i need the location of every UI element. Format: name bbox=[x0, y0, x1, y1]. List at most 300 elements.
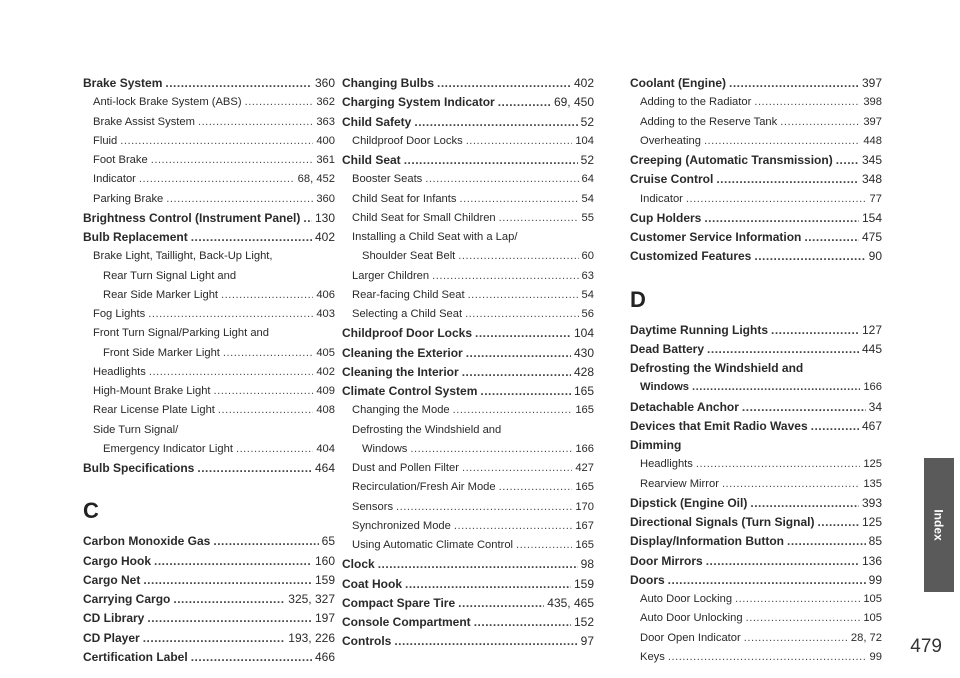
index-subentry[interactable] bbox=[83, 170, 335, 189]
entry-page-ref[interactable]: 403 bbox=[316, 308, 335, 320]
entry-label: Front Turn Signal/Parking Light and bbox=[93, 327, 269, 340]
dot-leader bbox=[453, 401, 573, 420]
index-subentry[interactable] bbox=[342, 478, 594, 497]
entry-page-ref[interactable]: 54 bbox=[581, 192, 594, 205]
dot-leader bbox=[771, 321, 859, 340]
index-subentry[interactable] bbox=[83, 363, 335, 382]
entry-page-ref[interactable]: 165 bbox=[575, 539, 594, 551]
dot-leader bbox=[465, 305, 578, 324]
dot-leader bbox=[686, 190, 867, 209]
dot-leader bbox=[707, 340, 859, 359]
index-entry[interactable] bbox=[342, 594, 594, 613]
entry-label: Charging System Indicator bbox=[342, 95, 495, 110]
index-subentry[interactable] bbox=[83, 113, 335, 132]
entry-label: Brake Assist System bbox=[93, 115, 195, 128]
index-subentry[interactable] bbox=[83, 286, 335, 305]
entry-page-ref[interactable]: 159 bbox=[314, 572, 335, 587]
entry-page-ref[interactable]: 402 bbox=[573, 76, 594, 90]
index-subentry[interactable] bbox=[342, 440, 594, 459]
entry-page-ref[interactable]: 97 bbox=[580, 634, 594, 649]
side-margin bbox=[918, 0, 960, 678]
entry-label: Side Turn Signal/ bbox=[93, 423, 179, 436]
index-tab-label: Index bbox=[932, 509, 946, 541]
index-entry[interactable] bbox=[342, 74, 594, 93]
index-subentry[interactable] bbox=[342, 401, 594, 420]
entry-label: Daytime Running Lights bbox=[630, 322, 768, 337]
entry-page-ref[interactable]: 397 bbox=[863, 115, 882, 128]
index-subentry[interactable] bbox=[83, 305, 335, 324]
entry-page-ref[interactable]: 445 bbox=[861, 341, 882, 356]
dot-leader bbox=[780, 113, 860, 132]
dot-leader bbox=[404, 151, 578, 170]
entry-label: Customer Service Information bbox=[630, 230, 802, 244]
entry-label: Dust and Pollen Filter bbox=[352, 462, 459, 474]
dot-leader bbox=[458, 594, 544, 613]
dot-leader bbox=[191, 228, 312, 247]
index-subentry[interactable] bbox=[630, 132, 882, 151]
entry-label: Clock bbox=[342, 557, 375, 572]
entry-page-ref[interactable]: 104 bbox=[575, 134, 594, 147]
index-subentry[interactable] bbox=[630, 648, 882, 667]
dot-leader bbox=[466, 344, 571, 363]
index-entry[interactable] bbox=[342, 555, 594, 574]
index-subentry[interactable] bbox=[630, 455, 882, 474]
entry-page-ref[interactable]: 345 bbox=[861, 153, 882, 167]
entry-label: Sensors bbox=[352, 500, 394, 513]
entry-page-ref[interactable]: 165 bbox=[575, 404, 594, 417]
index-entry[interactable] bbox=[630, 359, 882, 378]
entry-label: Brightness Control (Instrument Panel) bbox=[83, 210, 301, 225]
entry-page-ref[interactable]: 400 bbox=[316, 134, 335, 147]
entry-label: Windows bbox=[640, 381, 689, 394]
dot-leader bbox=[499, 478, 573, 497]
entry-label: Bulb Replacement bbox=[83, 230, 188, 244]
entry-page-ref[interactable]: 90 bbox=[868, 249, 882, 264]
dot-leader bbox=[214, 382, 314, 401]
index-entry[interactable] bbox=[630, 494, 882, 513]
index-entry[interactable] bbox=[83, 228, 335, 247]
entry-page-ref[interactable]: 405 bbox=[316, 346, 335, 359]
entry-label: Creeping (Automatic Transmission) bbox=[630, 153, 833, 167]
index-subentry[interactable] bbox=[342, 209, 594, 228]
index-subentry[interactable] bbox=[342, 132, 594, 151]
dot-leader bbox=[742, 398, 866, 417]
dot-leader bbox=[475, 324, 571, 343]
index-subentry[interactable] bbox=[83, 93, 335, 112]
entry-label: Doors bbox=[630, 572, 665, 587]
index-subentry[interactable] bbox=[342, 286, 594, 305]
index-entry[interactable] bbox=[630, 552, 882, 571]
entry-page-ref[interactable]: 409 bbox=[316, 385, 335, 397]
entry-page-ref[interactable]: 125 bbox=[863, 458, 882, 471]
dot-leader bbox=[405, 575, 571, 594]
dot-leader bbox=[425, 170, 578, 189]
entry-label: Indicator bbox=[640, 192, 683, 205]
dot-leader bbox=[165, 74, 312, 93]
dot-leader bbox=[468, 286, 579, 305]
index-entry[interactable] bbox=[83, 648, 335, 667]
entry-page-ref[interactable]: 64 bbox=[581, 173, 594, 186]
entry-page-ref[interactable]: 55 bbox=[581, 211, 594, 224]
entry-page-ref[interactable]: 408 bbox=[316, 404, 335, 417]
index-column-2 bbox=[342, 74, 594, 652]
entry-page-ref[interactable]: 136 bbox=[861, 553, 882, 568]
entry-label: Cargo Net bbox=[83, 572, 141, 587]
dot-leader bbox=[432, 267, 578, 286]
entry-label: CD Player bbox=[83, 630, 140, 645]
index-entry[interactable] bbox=[630, 417, 882, 436]
entry-label: Bulb Specifications bbox=[83, 461, 195, 475]
entry-label: Cleaning the Interior bbox=[342, 364, 459, 379]
index-subentry[interactable] bbox=[630, 93, 882, 112]
entry-page-ref[interactable]: 166 bbox=[575, 442, 594, 455]
index-entry[interactable] bbox=[83, 74, 335, 93]
entry-page-ref[interactable]: 464 bbox=[314, 461, 335, 475]
dot-leader bbox=[458, 247, 578, 266]
index-entry[interactable] bbox=[630, 151, 882, 170]
index-entry[interactable] bbox=[83, 629, 335, 648]
index-subentry[interactable] bbox=[342, 305, 594, 324]
entry-label: Rearview Mirror bbox=[640, 477, 719, 490]
entry-label: Climate Control System bbox=[342, 384, 478, 398]
entry-label: Door Mirrors bbox=[630, 553, 703, 568]
entry-label: Selecting a Child Seat bbox=[352, 308, 463, 320]
entry-label: Childproof Door Locks bbox=[342, 326, 472, 341]
entry-page-ref[interactable]: 466 bbox=[314, 649, 335, 664]
index-entry[interactable] bbox=[630, 247, 882, 266]
entry-page-ref[interactable]: 467 bbox=[861, 418, 882, 433]
index-entry[interactable] bbox=[83, 552, 335, 571]
entry-label: Rear-facing Child Seat bbox=[352, 288, 465, 301]
dot-leader bbox=[221, 286, 313, 305]
dot-leader bbox=[166, 190, 313, 209]
index-subentry[interactable] bbox=[83, 190, 335, 209]
index-entry[interactable] bbox=[630, 209, 882, 228]
section-letter: C bbox=[83, 498, 99, 524]
entry-page-ref[interactable]: 34 bbox=[868, 399, 882, 414]
entry-page-ref[interactable]: 170 bbox=[575, 500, 594, 513]
dot-leader bbox=[120, 132, 313, 151]
index-subentry[interactable] bbox=[342, 517, 594, 536]
entry-page-ref[interactable]: 135 bbox=[863, 477, 882, 490]
entry-page-ref[interactable]: 325, 327 bbox=[288, 592, 335, 606]
entry-label: Adding to the Reserve Tank bbox=[640, 115, 778, 128]
index-entry[interactable] bbox=[83, 590, 335, 609]
entry-page-ref[interactable]: 99 bbox=[869, 650, 882, 663]
dot-leader bbox=[147, 609, 312, 628]
entry-page-ref[interactable]: 165 bbox=[573, 384, 594, 398]
index-entry[interactable] bbox=[342, 632, 594, 651]
entry-page-ref[interactable]: 63 bbox=[581, 269, 594, 282]
index-entry[interactable] bbox=[342, 344, 594, 363]
entry-page-ref[interactable]: 360 bbox=[316, 192, 335, 205]
entry-page-ref[interactable]: 430 bbox=[573, 345, 594, 360]
entry-page-ref[interactable]: 65 bbox=[321, 534, 335, 549]
entry-page-ref[interactable]: 435, 465 bbox=[547, 595, 594, 610]
index-entry[interactable] bbox=[83, 571, 335, 590]
dot-leader bbox=[811, 417, 859, 436]
index-subentry[interactable] bbox=[83, 267, 335, 286]
entry-label: Parking Brake bbox=[93, 192, 164, 205]
entry-page-ref[interactable]: 154 bbox=[861, 210, 882, 225]
index-entry[interactable] bbox=[342, 613, 594, 632]
index-subentry[interactable] bbox=[83, 382, 335, 401]
dot-leader bbox=[396, 498, 572, 517]
index-subentry[interactable] bbox=[83, 401, 335, 420]
entry-label: Anti-lock Brake System (ABS) bbox=[93, 96, 242, 109]
index-entry[interactable] bbox=[342, 151, 594, 170]
index-subentry[interactable] bbox=[630, 609, 882, 628]
dot-leader bbox=[836, 151, 859, 170]
entry-label: Carrying Cargo bbox=[83, 592, 171, 606]
index-entry[interactable] bbox=[630, 513, 882, 532]
entry-page-ref[interactable]: 69, 450 bbox=[553, 95, 594, 110]
entry-label: Dead Battery bbox=[630, 341, 705, 356]
entry-label: Foot Brake bbox=[93, 154, 148, 166]
entry-label: Front Side Marker Light bbox=[103, 346, 220, 359]
dot-leader bbox=[704, 209, 859, 228]
index-subentry[interactable] bbox=[630, 378, 882, 397]
entry-label: Auto Door Locking bbox=[640, 593, 733, 605]
index-subentry[interactable] bbox=[630, 113, 882, 132]
index-entry[interactable] bbox=[630, 436, 882, 455]
entry-page-ref[interactable]: 406 bbox=[316, 288, 335, 301]
entry-page-ref[interactable]: 360 bbox=[314, 76, 335, 90]
index-subentry[interactable] bbox=[83, 132, 335, 151]
dot-leader bbox=[414, 113, 577, 132]
entry-page-ref[interactable]: 193, 226 bbox=[288, 630, 335, 645]
index-entry[interactable] bbox=[342, 382, 594, 401]
entry-page-ref[interactable]: 393 bbox=[861, 495, 882, 510]
entry-page-ref[interactable]: 363 bbox=[316, 115, 335, 128]
entry-label: Child Seat for Small Children bbox=[352, 211, 496, 224]
dot-leader bbox=[218, 401, 313, 420]
index-entry[interactable] bbox=[342, 93, 594, 112]
entry-page-ref[interactable]: 104 bbox=[573, 326, 594, 341]
entry-label: Rear Turn Signal Light and bbox=[103, 269, 237, 282]
index-subentry[interactable] bbox=[342, 247, 594, 266]
section-letter: D bbox=[630, 286, 646, 312]
index-subentry[interactable] bbox=[630, 590, 882, 609]
entry-page-ref[interactable]: 28, 72 bbox=[850, 631, 882, 644]
entry-page-ref[interactable]: 402 bbox=[316, 365, 335, 378]
entry-label: Installing a Child Seat with a Lap/ bbox=[352, 231, 518, 243]
index-subentry[interactable] bbox=[83, 324, 335, 343]
entry-page-ref[interactable]: 362 bbox=[316, 96, 335, 109]
index-entry[interactable] bbox=[342, 575, 594, 594]
entry-label: Coolant (Engine) bbox=[630, 76, 726, 90]
index-subentry[interactable] bbox=[342, 190, 594, 209]
dot-leader bbox=[236, 440, 313, 459]
entry-label: Adding to the Radiator bbox=[640, 96, 752, 109]
dot-leader bbox=[143, 629, 286, 648]
dot-leader bbox=[462, 459, 572, 478]
entry-label: Emergency Indicator Light bbox=[103, 442, 233, 455]
index-column-1 bbox=[83, 74, 335, 667]
index-subentry[interactable] bbox=[342, 267, 594, 286]
index-entry[interactable] bbox=[83, 609, 335, 628]
entry-page-ref[interactable]: 130 bbox=[314, 210, 335, 225]
dot-leader bbox=[817, 513, 859, 532]
index-entry[interactable] bbox=[630, 571, 882, 590]
dot-leader bbox=[173, 590, 285, 609]
entry-page-ref[interactable]: 361 bbox=[316, 154, 335, 166]
dot-leader bbox=[750, 494, 859, 513]
entry-label: Using Automatic Climate Control bbox=[352, 539, 514, 551]
dot-leader bbox=[462, 363, 571, 382]
dot-leader bbox=[454, 517, 572, 536]
dot-leader bbox=[198, 113, 313, 132]
entry-page-ref[interactable]: 404 bbox=[316, 442, 335, 455]
index-subentry[interactable] bbox=[342, 421, 594, 440]
dot-leader bbox=[754, 247, 865, 266]
dot-leader bbox=[223, 344, 313, 363]
index-subentry[interactable] bbox=[342, 498, 594, 517]
entry-page-ref[interactable]: 402 bbox=[314, 230, 335, 244]
entry-label: Detachable Anchor bbox=[630, 399, 739, 414]
entry-page-ref[interactable]: 85 bbox=[868, 534, 882, 549]
entry-label: Coat Hook bbox=[342, 576, 402, 591]
dot-leader bbox=[516, 536, 572, 555]
index-entry[interactable] bbox=[630, 74, 882, 93]
entry-page-ref[interactable]: 127 bbox=[861, 322, 882, 337]
index-entry[interactable] bbox=[342, 363, 594, 382]
dot-leader bbox=[499, 209, 579, 228]
dot-leader bbox=[410, 440, 572, 459]
dot-leader bbox=[480, 382, 571, 401]
index-subentry[interactable] bbox=[342, 536, 594, 555]
index-subentry[interactable] bbox=[342, 228, 594, 247]
entry-label: Controls bbox=[342, 634, 392, 649]
entry-page-ref[interactable]: 165 bbox=[575, 481, 594, 494]
entry-label: Cup Holders bbox=[630, 210, 702, 225]
entry-page-ref[interactable]: 125 bbox=[861, 515, 882, 529]
entry-page-ref[interactable]: 152 bbox=[573, 615, 594, 629]
index-subentry[interactable] bbox=[630, 475, 882, 494]
index-entry[interactable] bbox=[342, 324, 594, 343]
index-subentry[interactable] bbox=[630, 190, 882, 209]
index-subentry[interactable] bbox=[83, 247, 335, 266]
entry-page-ref[interactable]: 52 bbox=[580, 114, 594, 129]
index-entry[interactable] bbox=[630, 170, 882, 189]
dot-leader bbox=[696, 455, 860, 474]
dot-leader bbox=[744, 629, 848, 648]
entry-page-ref[interactable]: 159 bbox=[573, 576, 594, 591]
dot-leader bbox=[191, 648, 312, 667]
dot-leader bbox=[668, 648, 867, 667]
entry-label: Compact Spare Tire bbox=[342, 595, 456, 610]
entry-page-ref[interactable]: 167 bbox=[575, 519, 594, 532]
entry-page-ref[interactable]: 398 bbox=[863, 96, 882, 109]
entry-page-ref[interactable]: 56 bbox=[581, 308, 594, 320]
index-subentry[interactable] bbox=[342, 459, 594, 478]
entry-label: Childproof Door Locks bbox=[352, 134, 463, 147]
entry-page-ref[interactable]: 166 bbox=[863, 381, 882, 394]
entry-label: Fluid bbox=[93, 134, 118, 147]
dot-leader bbox=[716, 170, 859, 189]
entry-label: Display/Information Button bbox=[630, 534, 784, 549]
entry-label: Cruise Control bbox=[630, 172, 714, 187]
entry-page-ref[interactable]: 348 bbox=[861, 172, 882, 187]
index-column-3 bbox=[630, 74, 882, 667]
index-entry[interactable] bbox=[630, 532, 882, 551]
index-entry[interactable] bbox=[630, 228, 882, 247]
index-entry[interactable] bbox=[630, 340, 882, 359]
entry-page-ref[interactable]: 99 bbox=[868, 572, 882, 587]
index-subentry[interactable] bbox=[630, 629, 882, 648]
entry-page-ref[interactable]: 160 bbox=[314, 553, 335, 568]
dot-leader bbox=[139, 170, 295, 189]
dot-leader bbox=[466, 132, 573, 151]
index-entry[interactable] bbox=[83, 209, 335, 228]
dot-leader bbox=[378, 555, 578, 574]
index-entry[interactable] bbox=[630, 398, 882, 417]
dot-leader bbox=[149, 363, 313, 382]
entry-label: Defrosting the Windshield and bbox=[630, 361, 804, 375]
entry-page-ref[interactable]: 60 bbox=[581, 250, 594, 263]
dot-leader bbox=[706, 552, 859, 571]
entry-label: Recirculation/Fresh Air Mode bbox=[352, 481, 496, 494]
dot-leader bbox=[804, 228, 859, 247]
entry-label: Auto Door Unlocking bbox=[640, 612, 743, 625]
index-subentry[interactable] bbox=[83, 151, 335, 170]
index-tab[interactable] bbox=[924, 458, 954, 592]
entry-label: Indicator bbox=[93, 173, 136, 186]
dot-leader bbox=[735, 590, 860, 609]
entry-page-ref[interactable]: 54 bbox=[581, 288, 594, 301]
entry-label: Cargo Hook bbox=[83, 553, 152, 568]
entry-page-ref[interactable]: 105 bbox=[863, 593, 882, 605]
entry-page-ref[interactable]: 475 bbox=[861, 230, 882, 244]
entry-page-ref[interactable]: 68, 452 bbox=[297, 173, 335, 186]
entry-page-ref[interactable]: 397 bbox=[861, 76, 882, 90]
entry-page-ref[interactable]: 448 bbox=[863, 134, 882, 147]
index-subentry[interactable] bbox=[83, 344, 335, 363]
entry-label: Changing the Mode bbox=[352, 404, 450, 417]
entry-page-ref[interactable]: 52 bbox=[580, 153, 594, 167]
dot-leader bbox=[729, 74, 859, 93]
entry-page-ref[interactable]: 98 bbox=[580, 557, 594, 572]
entry-label: Door Open Indicator bbox=[640, 631, 741, 644]
entry-page-ref[interactable]: 428 bbox=[573, 364, 594, 379]
dot-leader bbox=[787, 532, 866, 551]
entry-page-ref[interactable]: 427 bbox=[575, 462, 594, 474]
entry-label: Overheating bbox=[640, 134, 701, 147]
entry-page-ref[interactable]: 105 bbox=[863, 612, 882, 625]
dot-leader bbox=[154, 552, 312, 571]
entry-label: Defrosting the Windshield and bbox=[352, 423, 502, 436]
index-entry[interactable] bbox=[630, 321, 882, 340]
index-entry[interactable] bbox=[342, 113, 594, 132]
entry-label: Windows bbox=[362, 442, 408, 455]
entry-label: Larger Children bbox=[352, 269, 430, 282]
entry-label: Headlights bbox=[640, 458, 693, 471]
entry-label: Brake Light, Taillight, Back-Up Light, bbox=[93, 250, 273, 263]
dot-leader bbox=[148, 305, 313, 324]
index-subentry[interactable] bbox=[83, 421, 335, 440]
dot-leader bbox=[213, 532, 318, 551]
index-subentry[interactable] bbox=[342, 170, 594, 189]
dot-leader bbox=[498, 93, 551, 112]
entry-page-ref[interactable]: 197 bbox=[314, 611, 335, 626]
index-entry[interactable] bbox=[83, 459, 335, 478]
entry-label: Child Seat for Infants bbox=[352, 192, 457, 205]
index-subentry[interactable] bbox=[83, 440, 335, 459]
index-entry[interactable] bbox=[83, 532, 335, 551]
entry-page-ref[interactable]: 77 bbox=[869, 192, 882, 205]
dot-leader bbox=[722, 475, 860, 494]
entry-label: Customized Features bbox=[630, 249, 752, 264]
